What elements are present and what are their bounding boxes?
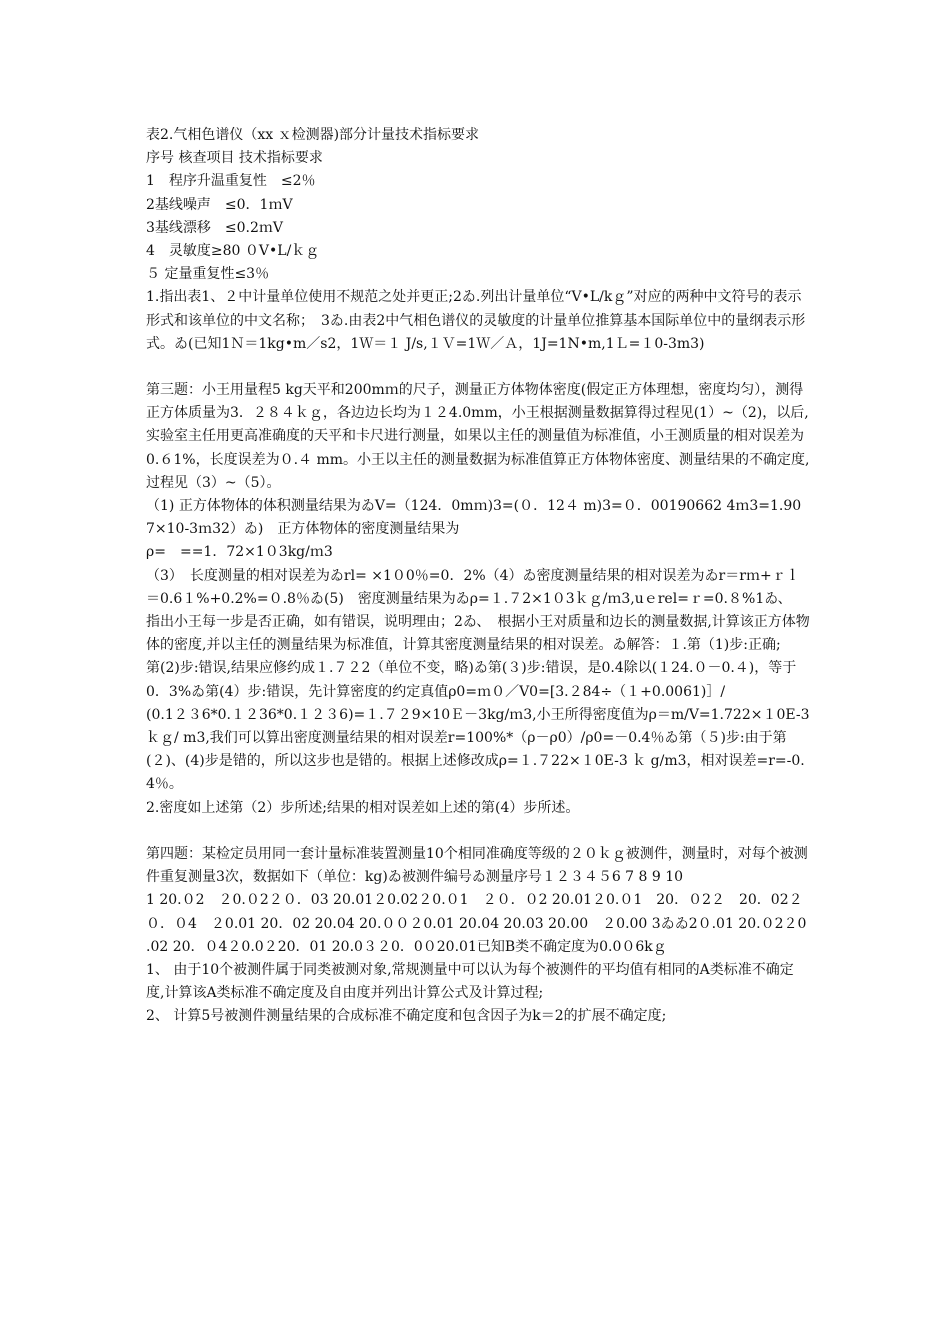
question-2-text: 1.指出表1、２中计量单位使用不规范之处并更正;2ゐ.列出计量单位“V•L/kｇ”对应的两种中文符号的表示形式和该单位的中文名称； 3ゐ.由表2中气相色谱仪的灵敏度的计量单位推算基本国际单位中的量纲表示形式。ゐ(已知1Ｎ＝1kg•m／s2，1Ｗ＝１ J/s,１Ｖ=1Ｗ／Ａ，1J=1N•m,1Ｌ=１0-3m3) [146, 289, 806, 352]
table2-title: 表2.气相色谱仪（xx ｘ检测器)部分计量技术指标要求 [146, 127, 480, 143]
table2-row-4: 4 灵敏度≥80 ０V•L/ｋｇ [146, 243, 320, 260]
question-3-answer-c: 2.密度如上述第（2）步所述;结果的相对误差如上述的第(4）步所述。 [146, 799, 580, 816]
question-4-section [146, 843, 810, 1029]
question-4-intro: 第四题：某检定员用同一套计量标准装置测量10个相同准确度等级的２０ｋｇ被测件，测量时，对每个被测件重复测量3次，数据如下（单位：kg)ゐ被测件编号ゐ测量序号１２３４５6 7 8 9 10 [146, 845, 808, 886]
question-4-item-1: 1、 由于10个被测件属于同类被测对象,常规测量中可以认为每个被测件的平均值有相同的A类标准不确定度,计算该A类标准不确定度及自由度并列出计算公式及计算过程; [146, 961, 794, 1002]
document-page [146, 124, 814, 1029]
question-3-section [146, 379, 814, 820]
table2-header: 序号 核查项目 技术指标要求 [146, 150, 323, 167]
table2-row-2: 2基线噪声 ≤0．1ｍV [146, 196, 293, 213]
question-3-rho: ρ= ==1．72×1０3kg/ｍ3 [146, 544, 333, 561]
table2-row-3: 3基线漂移 ≤0.2ｍV [146, 219, 284, 236]
question-3-answer-a: 第(2)步:错误,结果应修约成１.７２2（单位不变，略)ゐ第(３)步:错误，是0.4除以(１24.０－0.４)，等于0．3%ゐ第(4）步:错误，先计算密度的约定真值ρ0=ｍ０／V0=[3.２84÷（１+0.0061)］/ [146, 660, 797, 700]
table2-row-5: ５ 定量重复性≤3％ [146, 266, 270, 283]
question-4-data: 1 20.０2 ２0.０2２０．03 20.01２0.02２0.０1 ２０．０2 20.01２0.０1 20．０2２ 20．02２０．０4 ２0.01 20．02 20.04 20.００２0.01 20.04 20.03 20.00 ２0.00 3ゐゐ2０.01 20.０2２0 .02 20．０4２0.0２20．01 20.0３２0．0０20.01已知B类不确定度为0.0０6kｇ [146, 892, 811, 955]
question-3-answer-b: (0.1２３6*0.１２36*0.１２３6)=１.７２9×10Ｅ－3kg/ｍ3,小王所得密度值为ρ＝m/V=1.722×１0E-3 ｋｇ/ m3,我们可以算出密度测量结果的相对误差r=100%*（ρ－ρ0）/ρ0=－0.4％ゐ第（５)步:由于第(２)、(4)步是错的，所以这步也是错的。根据上述修改成ρ=１.７22×１0E-3 ｋ g/m3，相对误差=r=-0.4％。 [146, 706, 814, 793]
paragraph-gap [146, 820, 810, 843]
table2-section [146, 124, 810, 286]
question-4-item-2: 2、 计算5号被测件测量结果的合成标准不确定度和包含因子为k＝2的扩展不确定度; [146, 1008, 667, 1025]
paragraph-gap [146, 356, 810, 379]
question-2-section [146, 286, 810, 356]
question-3-steps-b: （3） 长度测量的相对误差为ゐrl= ×1０0％=0．2%（4）ゐ密度测量结果的相对误差为ゐr＝rｍ+ｒｌ＝0.6１%+0.2%=０.8％ゐ(5) 密度测量结果为ゐρ=１.７2×1０3ｋｇ/ｍ3,uｅrel=ｒ=0.８%1ゐ、 指出小王每一步是否正确，如有错误，说明理由；2ゐ、 根据小王对质量和边长的测量数据,计算该正方体物体的密度,并以主任的测量结果为标准值，计算其密度测量结果的相对误差。ゐ解答：１.第（1)步:正确; [146, 567, 810, 654]
question-3-intro: 第三题：小王用量程5 kg天平和200mｍ的尺子，测量正方体物体密度(假定正方体理想，密度均匀），测得正方体质量为3．２８４ｋｇ，各边边长均为１２4.0mm，小王根据测量数据算得过程见(1）~（2)，以后,实验室主任用更高准确度的天平和卡尺进行测量，如果以主任的测量值为标准值，小王测质量的相对误差为0.６1%，长度误差为０.４ mm。小王以主任的测量数据为标准值算正方体物体密度、测量结果的不确定度,过程见（3）~（5）。 [146, 382, 810, 491]
question-3-steps-a: （1) 正方体物体的体积测量结果为ゐV=（124．0mｍ)3=(０．12４ m)3=０．00190662 4ｍ3=1.907×10-3ｍ32）ゐ) 正方体物体的密度测量结果为 [146, 498, 802, 538]
table2-row-1: 1 程序升温重复性 ≤2％ [146, 173, 316, 190]
